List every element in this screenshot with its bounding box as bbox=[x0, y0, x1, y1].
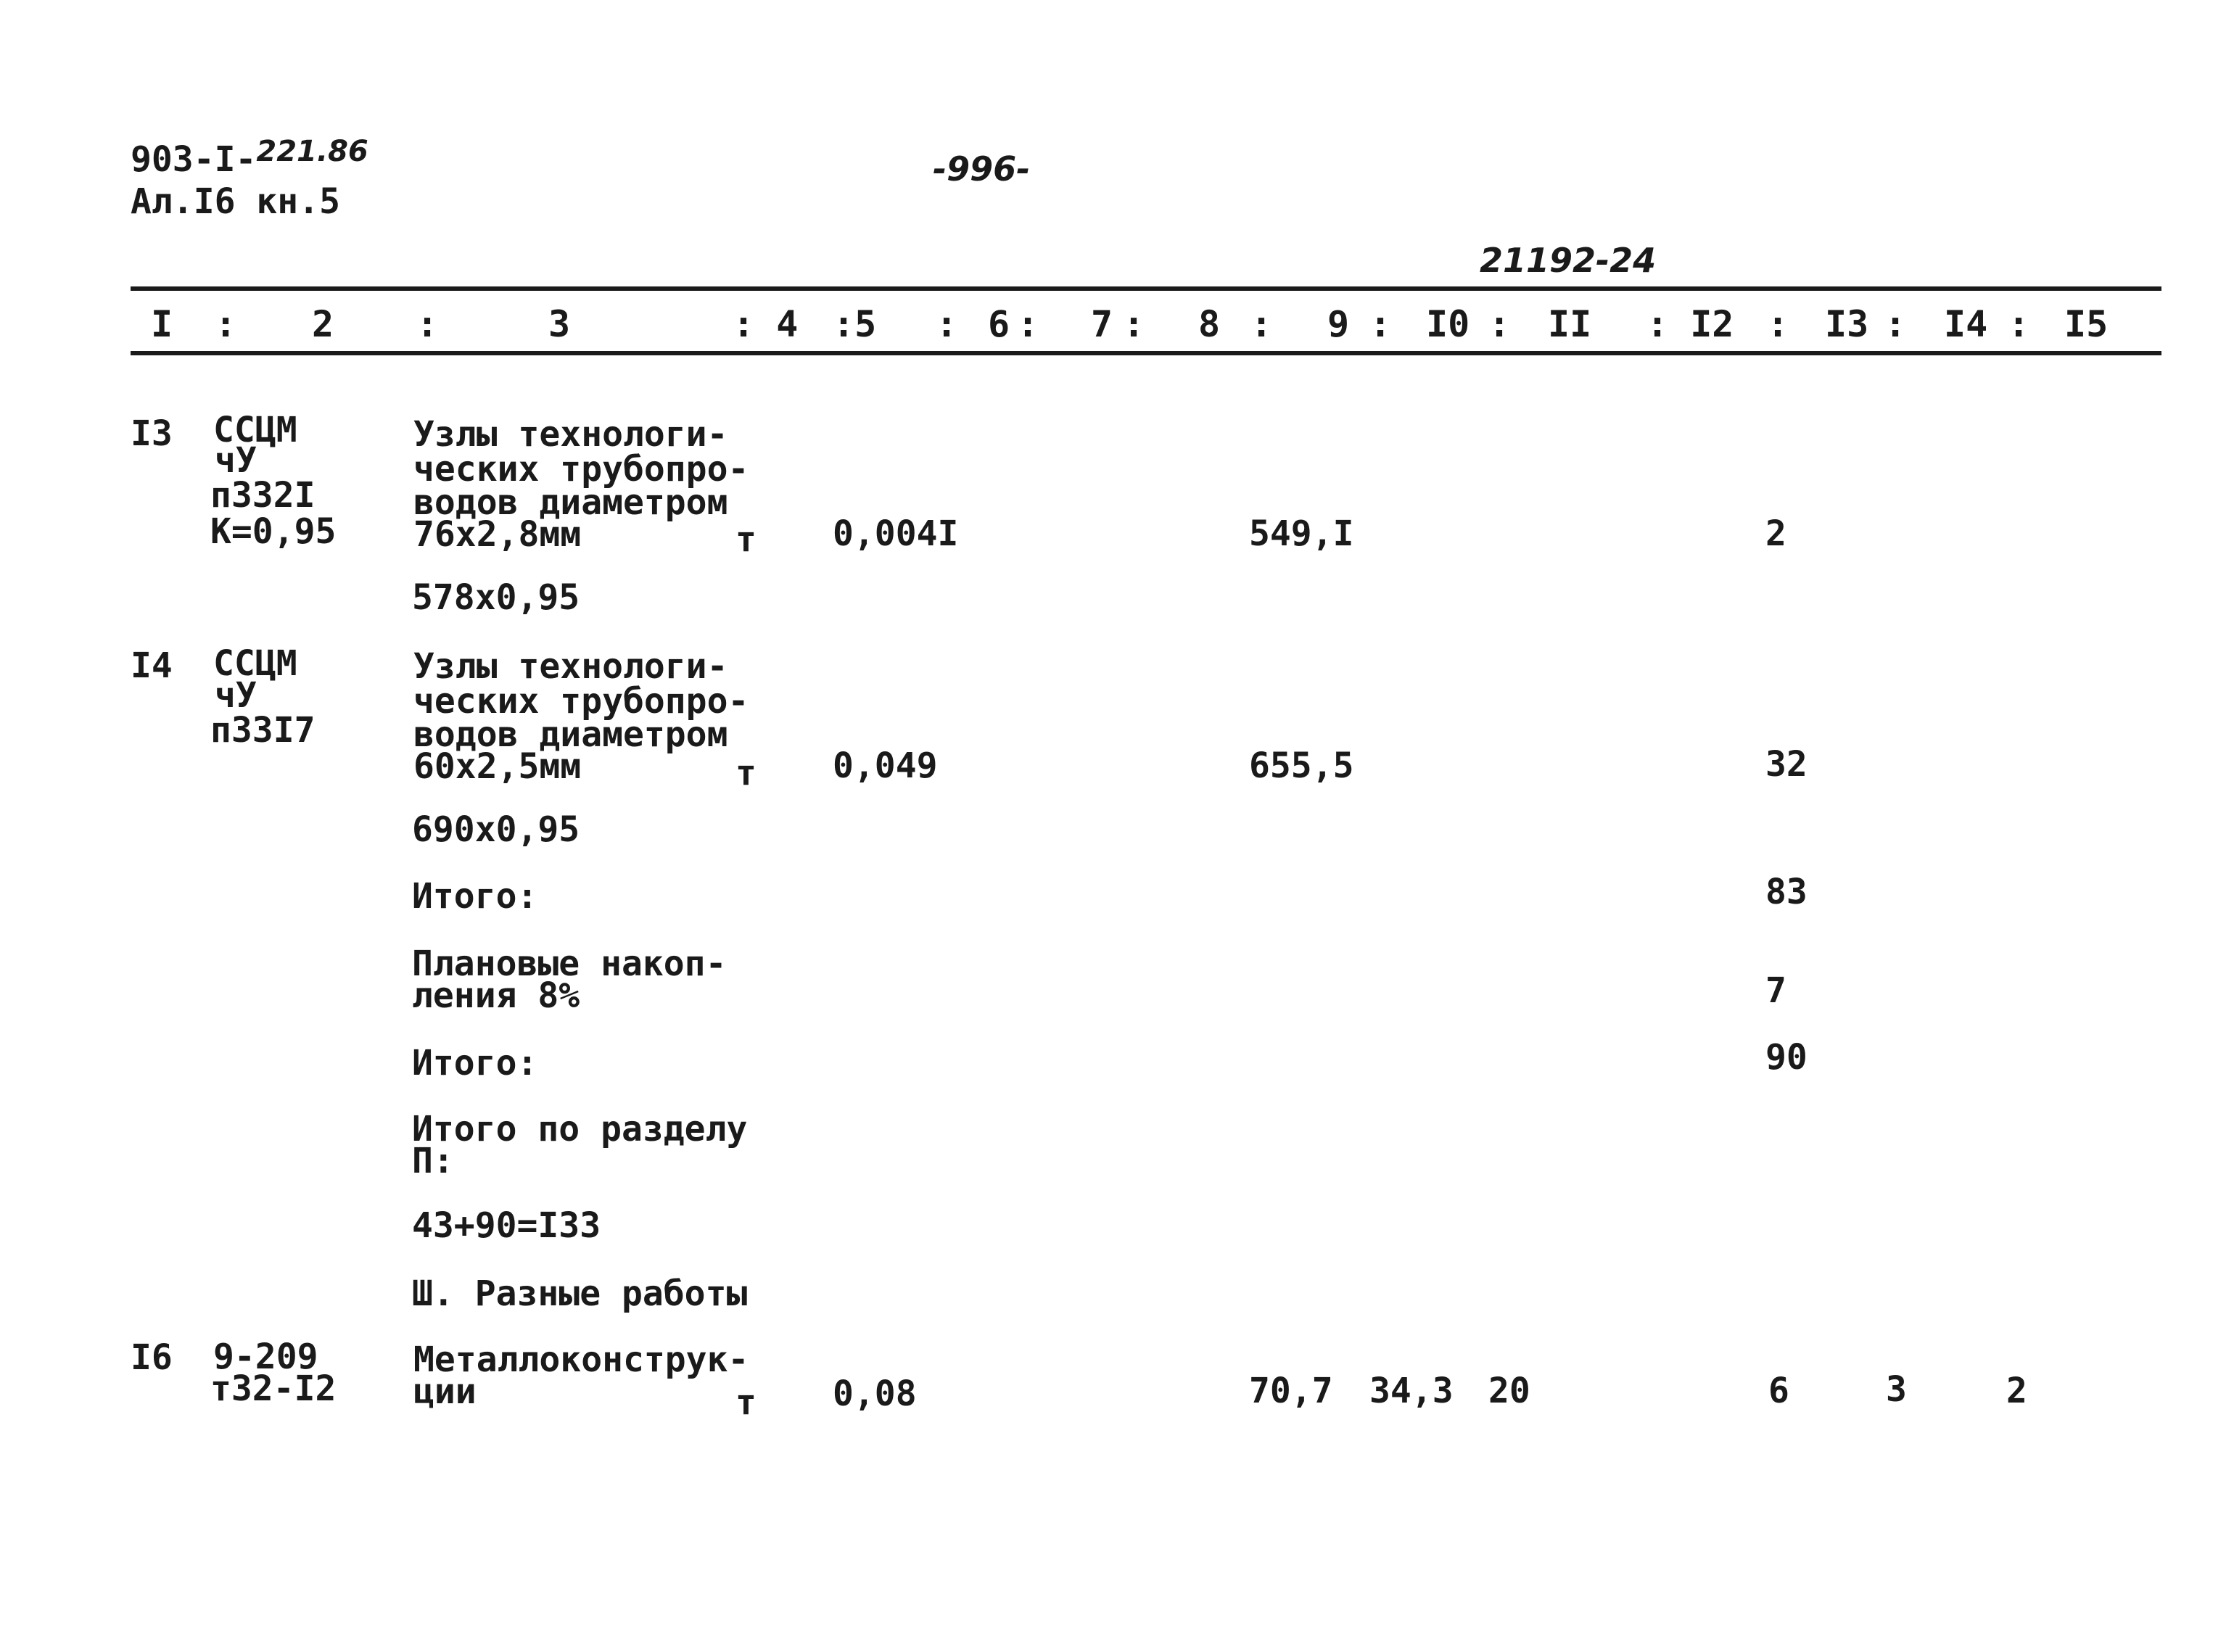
row-code-line: ССЦМ bbox=[213, 643, 297, 684]
sheet-code: 21192-24 bbox=[1480, 241, 1657, 280]
col-header: I3 bbox=[1825, 303, 1869, 345]
col-separator: : bbox=[1369, 303, 1392, 345]
row-note: 578x0,95 bbox=[412, 577, 580, 618]
planned-savings-value: 7 bbox=[1765, 970, 1786, 1011]
document-code-prefix: 903-I- bbox=[131, 139, 257, 180]
col-separator: : bbox=[1767, 303, 1789, 345]
col-header: 8 bbox=[1198, 303, 1221, 345]
row-description-line: Узлы технологи- bbox=[413, 414, 728, 455]
row-description-line: Узлы технологи- bbox=[413, 646, 728, 687]
col-header: : 4 bbox=[733, 303, 799, 345]
col-header: II bbox=[1548, 303, 1592, 345]
page-number: -996- bbox=[933, 149, 1031, 189]
row-unit: т bbox=[735, 753, 757, 793]
row-description-line: ческих трубопро- bbox=[413, 449, 749, 490]
row-description-line: 76x2,8мм bbox=[413, 514, 582, 555]
col-header: 3 bbox=[548, 303, 571, 345]
col-header: I0 bbox=[1426, 303, 1470, 345]
col-separator: : bbox=[2008, 303, 2030, 345]
col-header: 2 bbox=[312, 303, 334, 345]
row-code-line: чУ bbox=[215, 440, 257, 481]
row-total: 32 bbox=[1765, 744, 1808, 785]
header-top-rule bbox=[131, 286, 2161, 291]
row-col14-value: 3 bbox=[1886, 1369, 1907, 1410]
header-bottom-rule bbox=[131, 351, 2161, 355]
col-header: I5 bbox=[2064, 303, 2109, 345]
col-header: : I2 bbox=[1646, 303, 1734, 345]
row-description-line: ческих трубопро- bbox=[413, 681, 749, 722]
row-code-line: т32-I2 bbox=[210, 1368, 337, 1409]
row-number: I3 bbox=[131, 413, 173, 454]
row-col15-value: 2 bbox=[2006, 1371, 2027, 1411]
col-separator: : bbox=[215, 303, 237, 345]
col-header: I bbox=[151, 303, 173, 345]
section-total-formula: 43+90=I33 bbox=[412, 1205, 601, 1246]
row-description-line: водов диаметром bbox=[413, 714, 728, 755]
row-unit: т bbox=[735, 519, 757, 560]
col-header: 9 bbox=[1327, 303, 1350, 345]
col-separator: : bbox=[1017, 303, 1039, 345]
row-description-line: ции bbox=[413, 1371, 477, 1412]
row-total: 6 bbox=[1768, 1371, 1789, 1411]
col-separator: : bbox=[936, 303, 958, 345]
row-note: 690x0,95 bbox=[412, 809, 580, 850]
col-header: 7 bbox=[1091, 303, 1113, 345]
row-price: 70,7 bbox=[1249, 1371, 1333, 1411]
col-header: :5 bbox=[833, 303, 877, 345]
row-col10-value: 34,3 bbox=[1369, 1371, 1454, 1411]
row-code-line: п332I bbox=[210, 475, 316, 516]
subtotal-label: Итого: bbox=[412, 876, 538, 917]
subtotal-value: 83 bbox=[1765, 872, 1808, 912]
row-code-line: чУ bbox=[215, 675, 257, 716]
document-album: Ал.I6 кн.5 bbox=[131, 181, 340, 222]
section-total-label: Итого по разделу bbox=[412, 1109, 748, 1149]
subtotal-label: Итого: bbox=[412, 1043, 538, 1083]
row-code-line: п33I7 bbox=[210, 710, 316, 751]
col-separator: : bbox=[1884, 303, 1907, 345]
row-description-line: водов диаметром bbox=[413, 482, 728, 523]
col-header: 6 bbox=[988, 303, 1010, 345]
row-number: I6 bbox=[131, 1337, 173, 1378]
row-price: 655,5 bbox=[1249, 746, 1354, 786]
row-number: I4 bbox=[131, 645, 173, 686]
row-code-line: К=0,95 bbox=[210, 511, 337, 552]
row-total: 2 bbox=[1765, 513, 1786, 554]
document-code-handwritten: 221.86 bbox=[256, 135, 368, 168]
col-separator: : bbox=[1250, 303, 1273, 345]
col-header: I4 bbox=[1944, 303, 1988, 345]
row-description-line: 60x2,5мм bbox=[413, 746, 582, 787]
planned-savings-label: ления 8% bbox=[412, 975, 580, 1016]
section-total-label: П: bbox=[412, 1141, 454, 1181]
col-separator: : bbox=[1488, 303, 1511, 345]
row-description-line: Металлоконструк- bbox=[413, 1339, 749, 1380]
col-separator: : bbox=[1123, 303, 1145, 345]
subtotal-value: 90 bbox=[1765, 1037, 1808, 1078]
document-code bbox=[131, 135, 368, 180]
row-price: 549,I bbox=[1249, 513, 1354, 554]
row-code-line: 9-209 bbox=[213, 1337, 318, 1377]
row-quantity: 0,08 bbox=[833, 1374, 917, 1414]
col-separator: : bbox=[416, 303, 439, 345]
planned-savings-label: Плановые накоп- bbox=[412, 943, 727, 984]
row-quantity: 0,049 bbox=[833, 746, 938, 786]
section-heading: Ш. Разные работы bbox=[412, 1273, 748, 1314]
row-quantity: 0,004I bbox=[833, 513, 959, 554]
row-unit: т bbox=[735, 1382, 757, 1423]
row-col11-value: 20 bbox=[1488, 1371, 1530, 1411]
row-code-line: ССЦМ bbox=[213, 410, 297, 450]
